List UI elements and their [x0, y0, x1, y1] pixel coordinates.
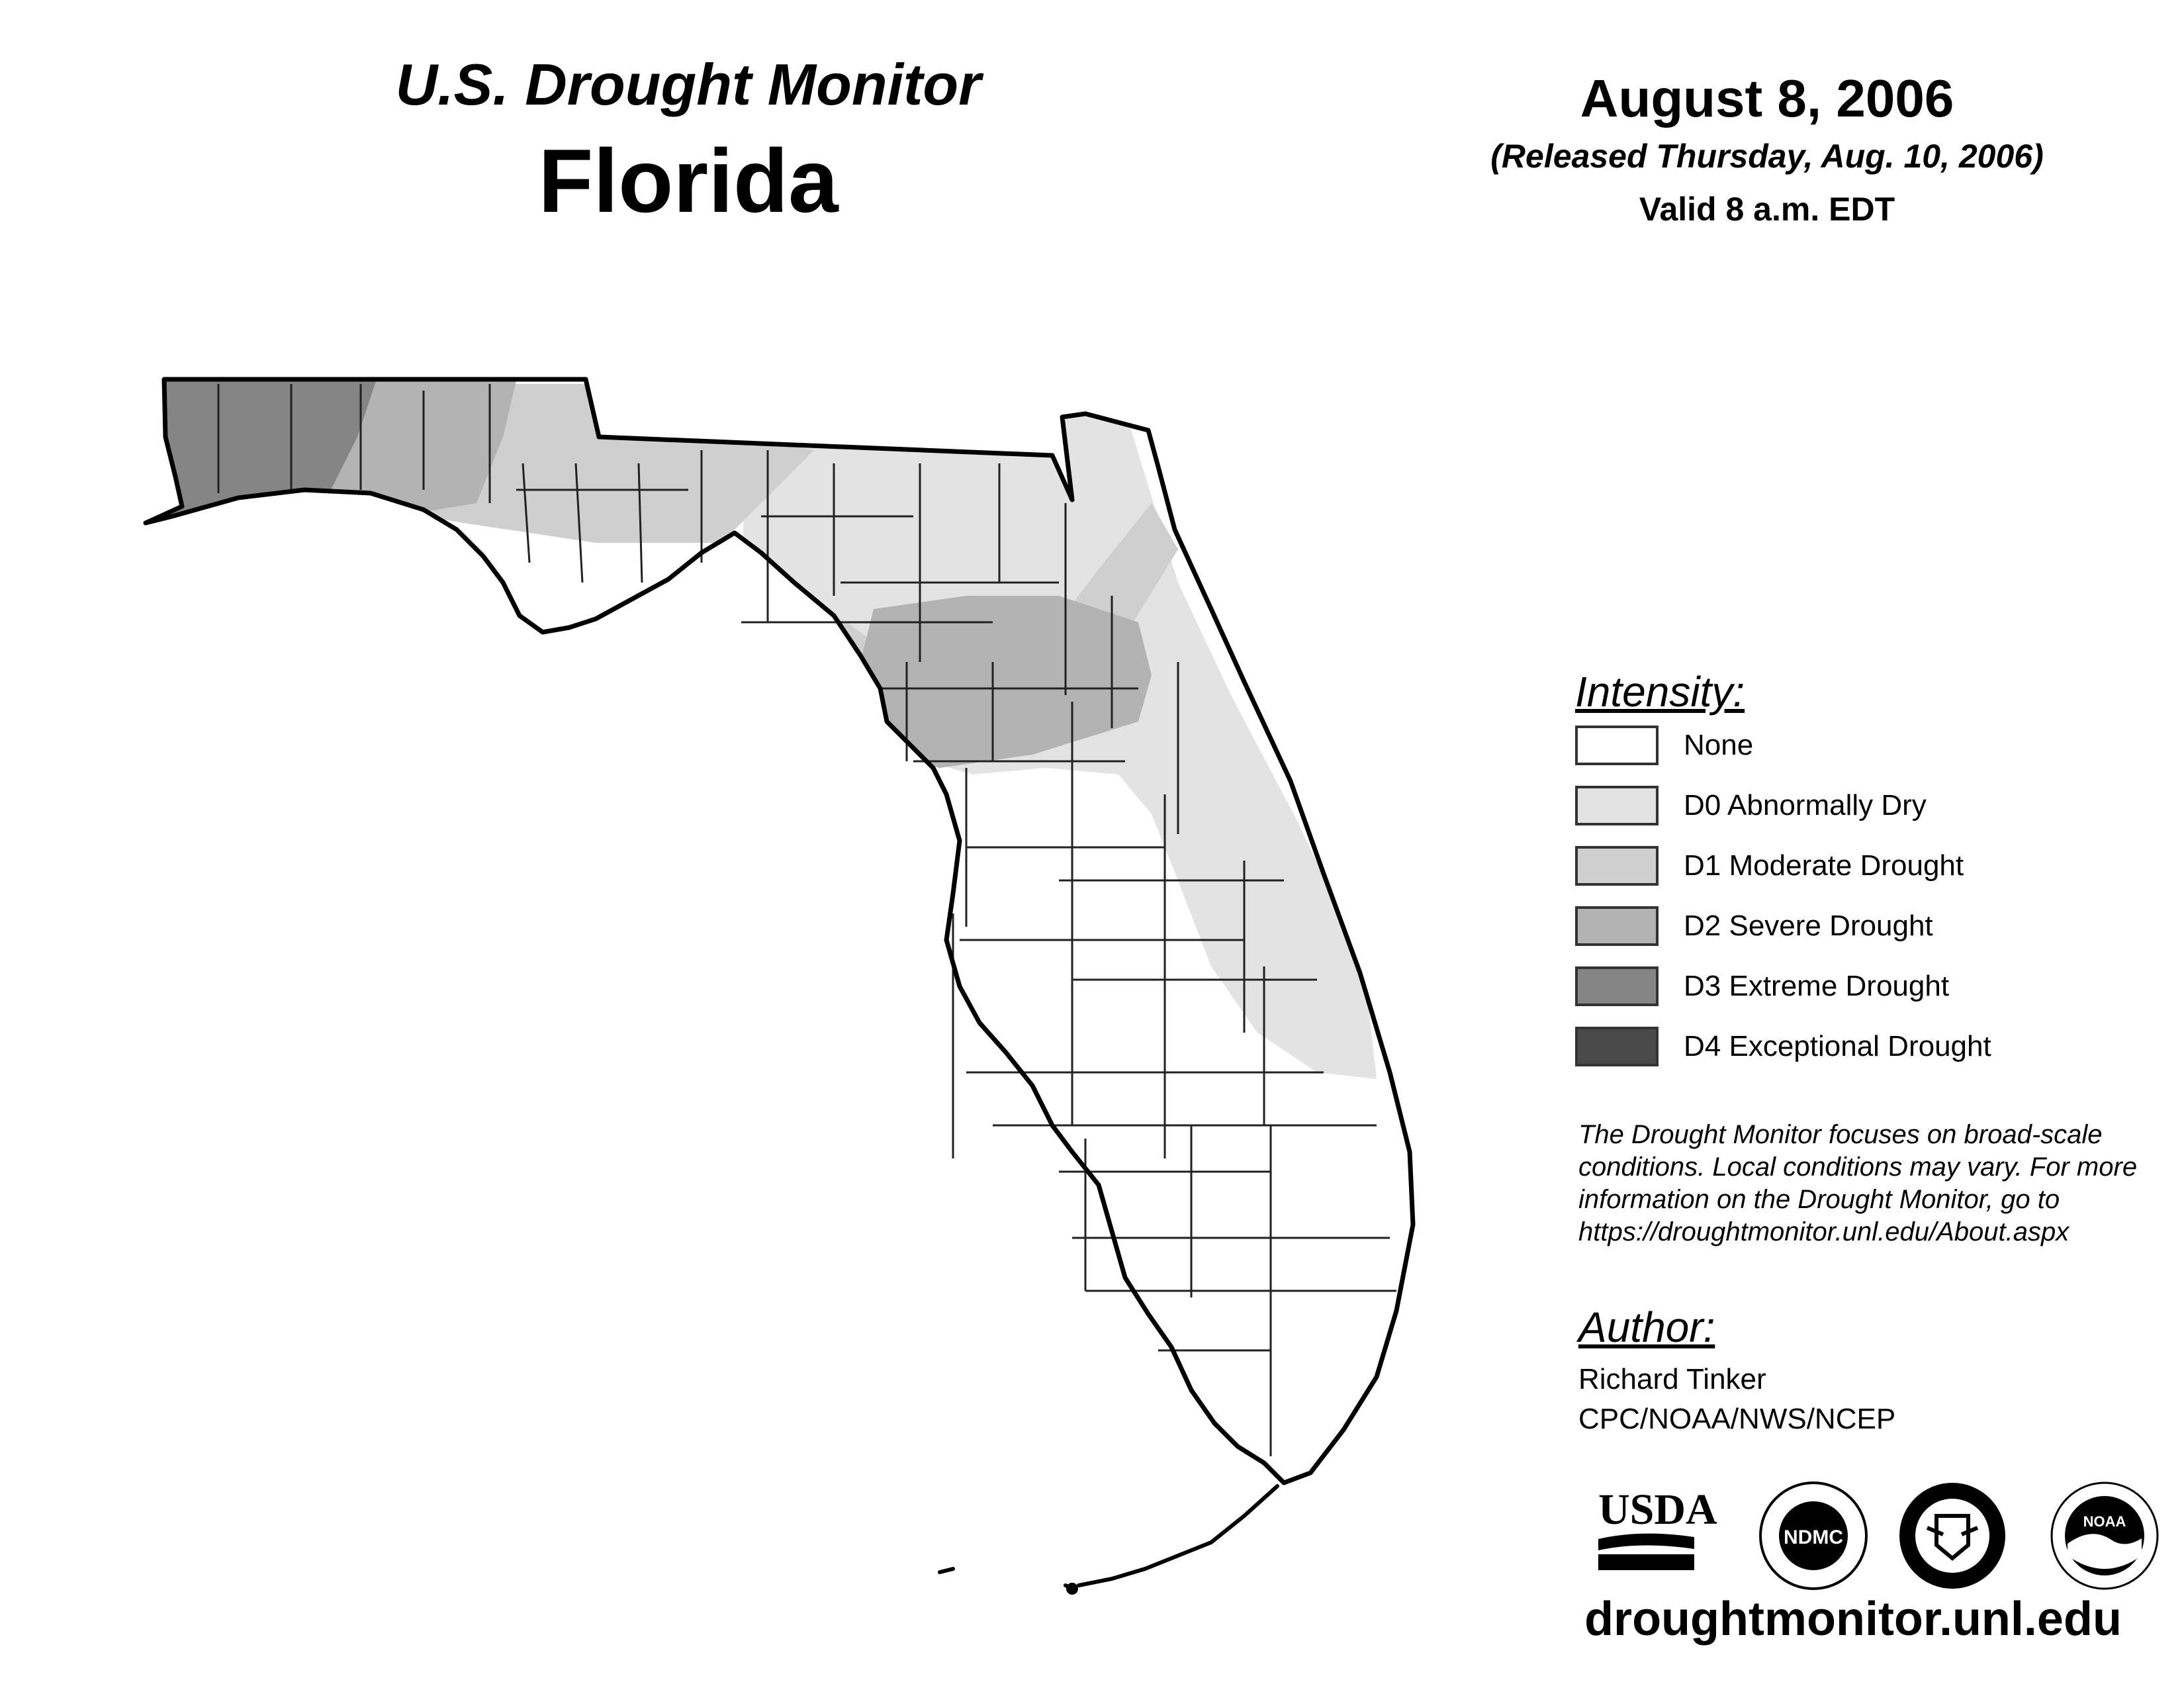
legend-item-d2 — [1575, 896, 2171, 956]
valid-time: Valid 8 a.m. EDT — [1639, 191, 1895, 228]
legend-item-d1 — [1575, 835, 2171, 896]
legend-item-d3 — [1575, 956, 2171, 1016]
map-date: August 8, 2006 — [1580, 69, 1954, 128]
state-title: Florida — [538, 130, 839, 231]
map-supertitle: U.S. Drought Monitor — [395, 52, 981, 117]
legend — [1575, 669, 2171, 1076]
legend-swatch — [1575, 786, 1659, 825]
author-org: CPC/NOAA/NWS/NCEP — [1578, 1403, 1896, 1436]
noaa-logo-text: NOAA — [2083, 1513, 2126, 1530]
usda-logo — [1598, 1485, 1717, 1570]
disclaimer-text: The Drought Monitor focuses on broad-scale conditions. Local conditions may vary. For more information on the Drought Monitor, go to https://droughtmonitor.unl.edu/About.aspx — [1578, 1120, 2138, 1246]
author-name: Richard Tinker — [1578, 1363, 1766, 1396]
legend-label: D0 Abnormally Dry — [1684, 788, 1927, 821]
legend-item-none — [1575, 715, 2171, 775]
legend-label: D1 Moderate Drought — [1684, 849, 1964, 882]
author-title: Author: — [1578, 1303, 1715, 1351]
legend-label: D3 Extreme Drought — [1684, 969, 1950, 1002]
legend-item-d4 — [1575, 1016, 2171, 1076]
ndmc-logo — [1760, 1483, 1866, 1589]
legend-item-d0 — [1575, 775, 2171, 835]
noaa-logo — [2052, 1483, 2158, 1589]
author-block — [1578, 1304, 2174, 1439]
florida-keys — [940, 1486, 1277, 1593]
legend-swatch — [1575, 846, 1659, 886]
legend-title: Intensity: — [1575, 668, 1745, 716]
header-right — [1443, 70, 2091, 228]
legend-label: D2 Severe Drought — [1684, 909, 1933, 942]
legend-swatch — [1575, 966, 1659, 1006]
doc-seal — [1899, 1483, 2005, 1589]
legend-swatch — [1575, 726, 1659, 765]
zone-d3 — [159, 377, 377, 530]
legend-label: None — [1684, 728, 1754, 761]
release-date: (Released Thursday, Aug. 10, 2006) — [1490, 138, 2044, 175]
ndmc-logo-text: NDMC — [1784, 1526, 1843, 1548]
legend-label: D4 Exceptional Drought — [1684, 1029, 1991, 1062]
legend-swatch — [1575, 1027, 1659, 1066]
usda-logo-text: USDA — [1598, 1485, 1717, 1534]
agency-logos — [1588, 1476, 2171, 1595]
legend-swatch — [1575, 906, 1659, 946]
website-link[interactable]: droughtmonitor.unl.edu — [1584, 1593, 2122, 1646]
